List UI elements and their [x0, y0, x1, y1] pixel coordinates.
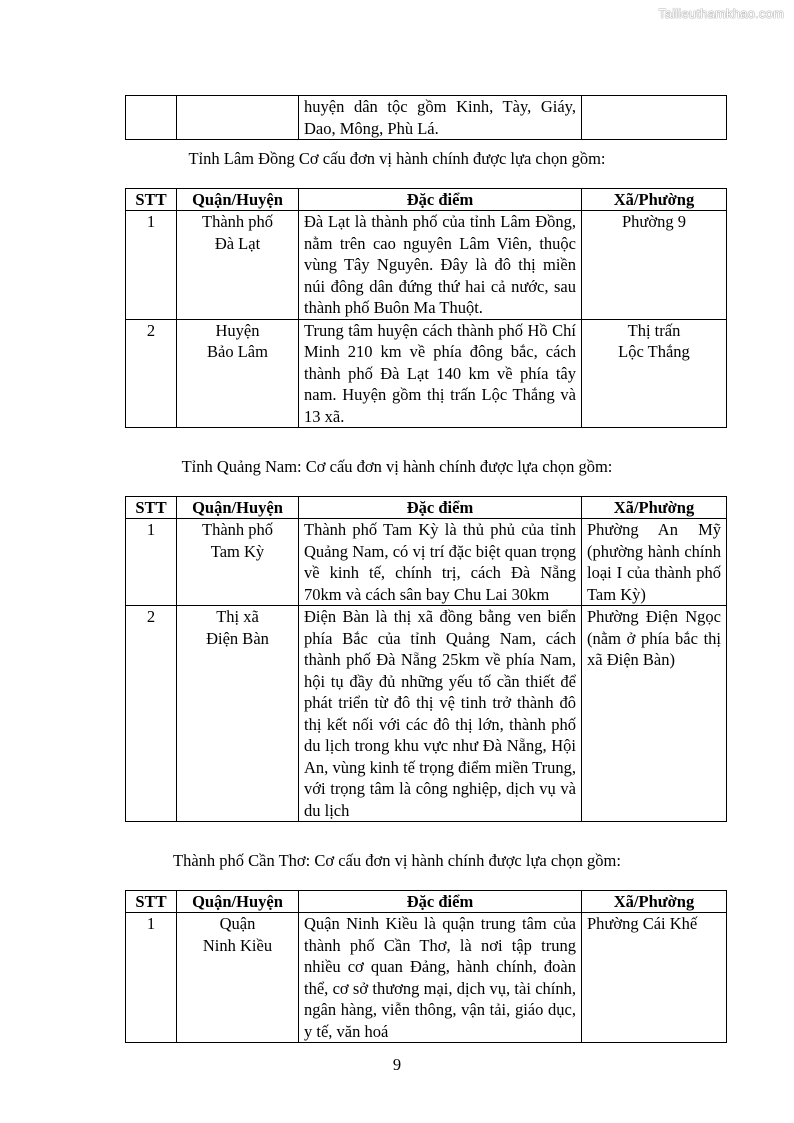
header-ward: Xã/Phường: [582, 497, 727, 519]
section-caption-can-tho: Thành phố Cần Thơ: Cơ cấu đơn vị hành chính được lựa chọn gồm:: [173, 851, 621, 870]
table-row: [126, 519, 727, 606]
table-can-tho: [125, 890, 727, 1043]
cell-stt: 2: [126, 606, 177, 822]
cell-district: Thị xã Điện Bàn: [177, 606, 299, 822]
header-feature: Đặc điểm: [299, 497, 582, 519]
header-district: Quận/Huyện: [177, 497, 299, 519]
header-district: Quận/Huyện: [177, 189, 299, 211]
page-number: 9: [392, 1055, 402, 1074]
header-stt: STT: [126, 189, 177, 211]
cell-feature: Điện Bàn là thị xã đồng bằng ven biển phía Bắc của tỉnh Quảng Nam, cách thành phố Đà Nẵng 25km về phía Nam, hội tụ đầy đủ những yếu tố cần thiết để phát triển từ đô thị vệ tinh trở thành đô thị kết nối với các đô thị lớn, thành phố du lịch trong khu vực như Đà Nẵng, Hội An, vùng kinh tế trọng điểm miền Trung, với trọng tâm là công nghiệp, dịch vụ và du lịch: [299, 606, 582, 822]
section-caption-quang-nam: Tỉnh Quảng Nam: Cơ cấu đơn vị hành chính được lựa chọn gồm:: [181, 457, 613, 476]
header-ward: Xã/Phường: [582, 891, 727, 913]
table-cell: [126, 96, 177, 140]
section-caption-lam-dong: Tỉnh Lâm Đồng Cơ cấu đơn vị hành chính được lựa chọn gồm:: [188, 149, 606, 168]
cell-stt: 2: [126, 319, 177, 428]
watermark: Tailieuthamkhao.com: [658, 6, 784, 21]
cell-stt: 1: [126, 913, 177, 1043]
header-feature: Đặc điểm: [299, 189, 582, 211]
table-cell: [177, 96, 299, 140]
cell-ward: Thị trấn Lộc Thắng: [582, 319, 727, 428]
header-feature: Đặc điểm: [299, 891, 582, 913]
table-cell: [582, 96, 727, 140]
header-district: Quận/Huyện: [177, 891, 299, 913]
cell-stt: 1: [126, 519, 177, 606]
cell-district: Thành phố Tam Kỳ: [177, 519, 299, 606]
table-row: [126, 913, 727, 1043]
cell-district: Quận Ninh Kiều: [177, 913, 299, 1043]
table-lam-dong: [125, 188, 727, 428]
table-row: [126, 319, 727, 428]
continued-table: [125, 95, 727, 140]
cell-ward: Phường An Mỹ (phường hành chính loại I của thành phố Tam Kỳ): [582, 519, 727, 606]
cell-stt: 1: [126, 211, 177, 320]
cell-district: Thành phố Đà Lạt: [177, 211, 299, 320]
header-stt: STT: [126, 497, 177, 519]
cell-feature: Quận Ninh Kiều là quận trung tâm của thành phố Cần Thơ, là nơi tập trung nhiều cơ quan Đảng, hành chính, đoàn thể, cơ sở thương mại, dịch vụ, tài chính, ngân hàng, viễn thông, vận tải, giáo dục, y tế, văn hoá: [299, 913, 582, 1043]
table-row: [126, 211, 727, 320]
table-row: [126, 606, 727, 822]
cell-district: Huyện Bảo Lâm: [177, 319, 299, 428]
cell-feature: Thành phố Tam Kỳ là thủ phủ của tỉnh Quảng Nam, có vị trí đặc biệt quan trọng về kinh tế, chính trị, cách Đà Nẵng 70km và cách sân bay Chu Lai 30km: [299, 519, 582, 606]
cell-ward: Phường 9: [582, 211, 727, 320]
cell-feature: Trung tâm huyện cách thành phố Hồ Chí Minh 210 km về phía đông bắc, cách thành phố Đà Lạt 140 km về phía tây nam. Huyện gồm thị trấn Lộc Thắng và 13 xã.: [299, 319, 582, 428]
cell-ward: Phường Cái Khế: [582, 913, 727, 1043]
cell-feature: Đà Lạt là thành phố của tỉnh Lâm Đồng, nằm trên cao nguyên Lâm Viên, thuộc vùng Tây Nguyên. Đây là đô thị miền núi đông dân đứng thứ hai cả nước, sau thành phố Buôn Ma Thuột.: [299, 211, 582, 320]
table-cell-feature: huyện dân tộc gồm Kinh, Tày, Giáy, Dao, Mông, Phù Lá.: [299, 96, 582, 140]
header-stt: STT: [126, 891, 177, 913]
header-ward: Xã/Phường: [582, 189, 727, 211]
cell-ward: Phường Điện Ngọc (nằm ở phía bắc thị xã Điện Bàn): [582, 606, 727, 822]
table-quang-nam: [125, 496, 727, 822]
